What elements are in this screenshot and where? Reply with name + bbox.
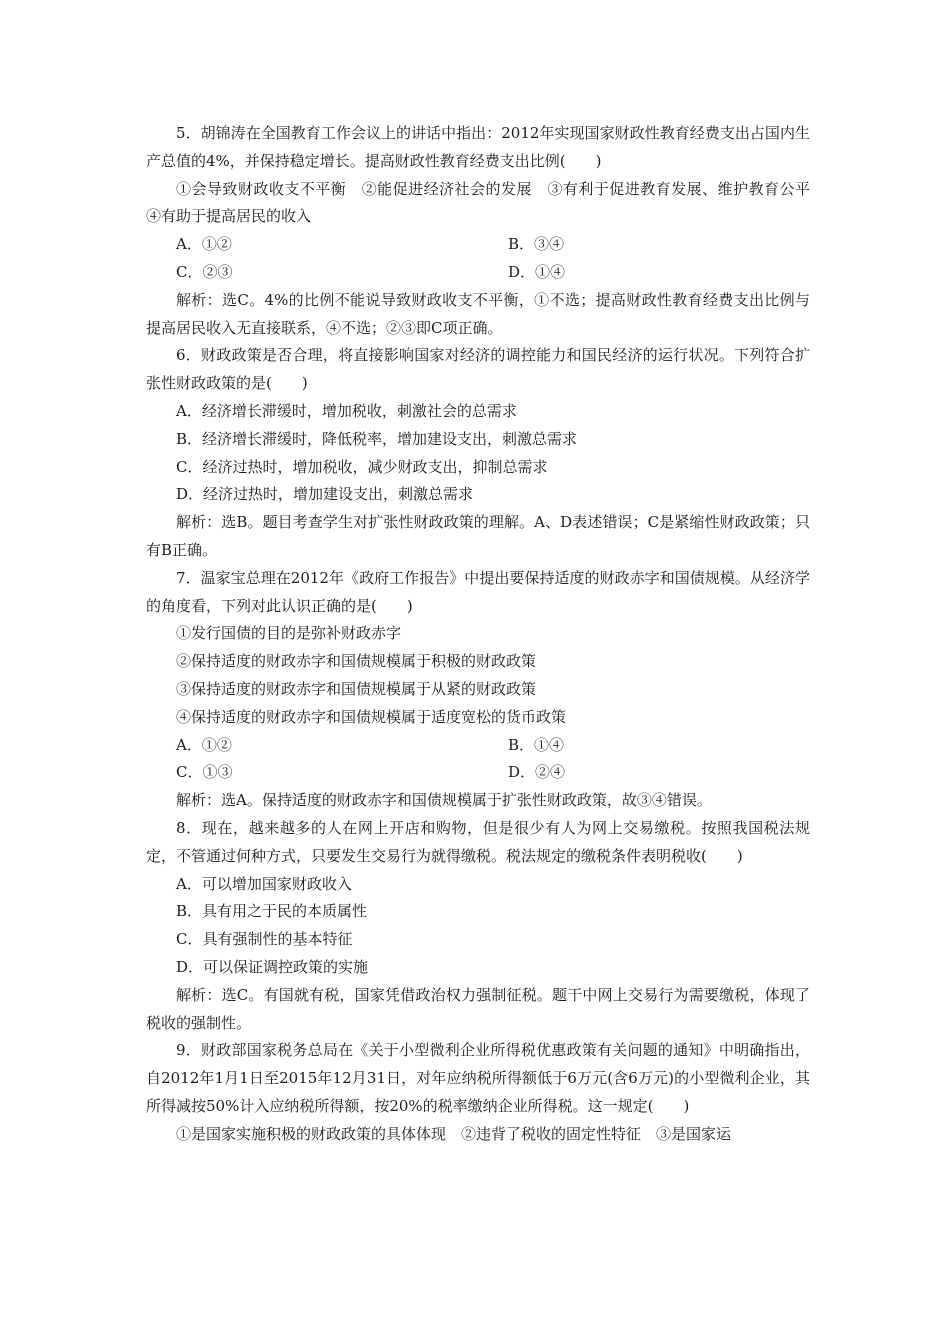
- statement-1: ①发行国债的目的是弥补财政赤字: [176, 624, 402, 643]
- option-d: D．可以保证调控政策的实施: [176, 957, 369, 976]
- question-8-stem: 8．现在，越来越多的人在网上开店和购物，但是很少有人为网上交易缴税。按照我国税法规定，不管通过何种方式，只要发生交易行为就得缴税。税法规定的缴税条件表明税收( ): [146, 818, 810, 865]
- question-5-analysis: 解析：选C。4%的比例不能说导致财政收支不平衡，①不选；提高财政性教育经费支出比例与提高居民收入无直接联系，④不选；②③即C项正确。: [146, 290, 810, 337]
- question-5-options-row-1: [146, 231, 810, 259]
- question-5-options-row-2: [146, 259, 810, 287]
- question-7-stem: 7．温家宝总理在2012年《政府工作报告》中提出要保持适度的财政赤字和国债规模。从经济学的角度看，下列对此认识正确的是( ): [146, 568, 810, 615]
- option-c: C．经济过热时，增加税收，减少财政支出，抑制总需求: [176, 457, 548, 476]
- option-d: D．②④: [508, 763, 566, 782]
- question-9-stem: 9．财政部国家税务总局在《关于小型微利企业所得税优惠政策有关问题的通知》中明确指出，自2012年1月1日至2015年12月31日，对年应纳税所得额低于6万元(含6万元)的小型微利企业，其所得减按50%计入应纳税所得额，按20%的税率缴纳企业所得税。这一规定( ): [146, 1041, 810, 1115]
- option-a: A．可以增加国家财政收入: [176, 874, 352, 893]
- option-c: C．②③: [176, 262, 233, 281]
- question-7-options-row-2: [146, 759, 810, 787]
- option-d: D．经济过热时，增加建设支出，刺激总需求: [176, 485, 474, 504]
- option-c: C．具有强制性的基本特征: [176, 930, 353, 949]
- statement-4: ④保持适度的财政赤字和国债规模属于适度宽松的货币政策: [176, 707, 567, 726]
- question-6-analysis: 解析：选B。题目考查学生对扩张性财政政策的理解。A、D表述错误；C是紧缩性财政政策；只有B正确。: [146, 513, 810, 559]
- option-b: B．具有用之于民的本质属性: [176, 902, 368, 921]
- document-body: [146, 120, 826, 1148]
- question-8-analysis: 解析：选C。有国就有税，国家凭借政治权力强制征税。题干中网上交易行为需要缴税，体现了税收的强制性。: [146, 985, 810, 1032]
- question-7-analysis: 解析：选A。保持适度的财政赤字和国债规模属于扩张性财政政策，故③④错误。: [176, 791, 712, 810]
- option-a: A．①②: [176, 735, 232, 754]
- question-5-statements: ①会导致财政收支不平衡 ②能促进经济社会的发展 ③有利于促进教育发展、维护教育公平 ④有助于提高居民的收入: [146, 179, 826, 226]
- statement-3: ③保持适度的财政赤字和国债规模属于从紧的财政政策: [176, 679, 537, 698]
- question-9-statements: ①是国家实施积极的财政政策的具体体现 ②违背了税收的固定性特征 ③是国家运: [176, 1124, 732, 1143]
- option-b: B．③④: [508, 235, 565, 254]
- question-6-stem: 6．财政政策是否合理，将直接影响国家对经济的调控能力和国民经济的运行状况。下列符合扩张性财政政策的是( ): [146, 346, 810, 393]
- question-7-options-row-1: [146, 732, 810, 760]
- option-a: A．经济增长滞缓时，增加税收，刺激社会的总需求: [176, 401, 517, 420]
- statement-2: ②保持适度的财政赤字和国债规模属于积极的财政政策: [176, 652, 537, 671]
- option-c: C．①③: [176, 763, 233, 782]
- option-a: A．①②: [176, 235, 232, 254]
- option-b: B．①④: [508, 735, 565, 754]
- question-5-stem: 5．胡锦涛在全国教育工作会议上的讲话中指出：2012年实现国家财政性教育经费支出占国内生产总值的4%，并保持稳定增长。提高财政性教育经费支出比例( ): [146, 124, 810, 170]
- option-d: D．①④: [508, 262, 566, 281]
- option-b: B．经济增长滞缓时，降低税率，增加建设支出，刺激总需求: [176, 429, 578, 448]
